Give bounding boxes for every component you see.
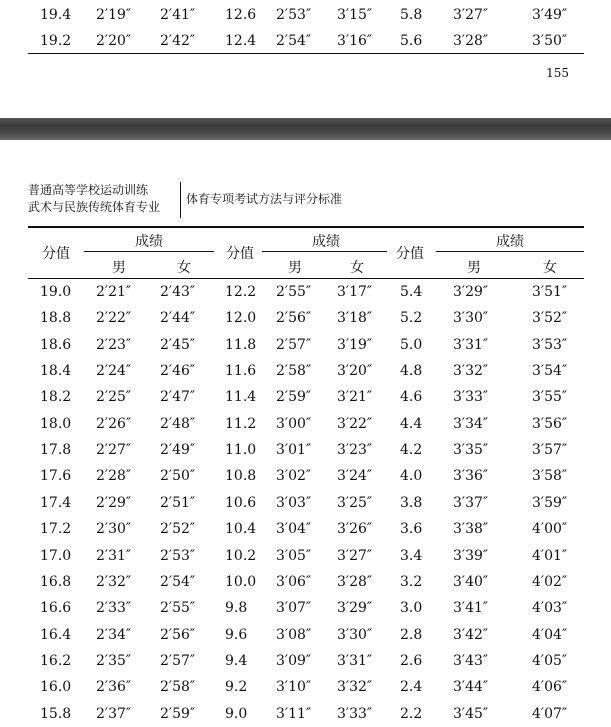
cell-male-c: 3′29″ xyxy=(453,284,489,300)
table-top-rule xyxy=(28,226,584,228)
cell-male-b: 3′01″ xyxy=(276,442,312,459)
header-line-1: 普通高等学校运动训练 xyxy=(28,183,149,197)
cell-male-c: 3′38″ xyxy=(453,521,489,538)
cell-female-b: 3′15″ xyxy=(337,7,373,23)
cell-male-c: 3′33″ xyxy=(453,389,489,406)
cell-female-c: 3′53″ xyxy=(532,336,568,353)
cell-score-b: 10.6 xyxy=(225,494,257,511)
cell-female-a: 2′55″ xyxy=(160,600,196,617)
table-row xyxy=(0,674,611,700)
table-row xyxy=(0,437,611,463)
cell-female-b: 3′17″ xyxy=(337,284,373,300)
header-male-1: 男 xyxy=(112,260,126,276)
cell-male-b: 3′06″ xyxy=(276,573,312,590)
header-separator xyxy=(180,182,181,218)
cell-score-b: 11.2 xyxy=(225,415,257,432)
cell-score-c: 3.8 xyxy=(400,494,423,511)
cell-male-a: 2′22″ xyxy=(96,310,132,327)
cell-female-c: 3′59″ xyxy=(532,494,568,511)
cell-male-a: 2′28″ xyxy=(96,468,132,485)
header-result-1: 成绩 xyxy=(135,234,163,250)
cell-male-b: 3′10″ xyxy=(276,679,312,696)
cell-score-a: 17.0 xyxy=(40,547,72,564)
cell-male-b: 2′53″ xyxy=(276,7,312,23)
table-row xyxy=(0,490,611,516)
cell-male-b: 2′59″ xyxy=(276,389,312,406)
cell-male-c: 3′30″ xyxy=(453,310,489,327)
header-female-3: 女 xyxy=(543,260,557,276)
cell-female-b: 3′28″ xyxy=(337,573,373,590)
page-number: 155 xyxy=(546,66,569,80)
table-row xyxy=(0,595,611,621)
cell-female-b: 3′32″ xyxy=(337,679,373,696)
cell-score-a: 17.6 xyxy=(40,468,72,485)
cell-female-c: 3′56″ xyxy=(532,415,568,432)
cell-male-c: 3′32″ xyxy=(453,363,489,380)
cell-score-a: 18.4 xyxy=(40,363,72,380)
cell-male-b: 3′09″ xyxy=(276,652,312,669)
table-row xyxy=(0,463,611,489)
cell-male-b: 2′57″ xyxy=(276,336,312,353)
cell-score-c: 5.0 xyxy=(400,336,423,353)
cell-score-b: 11.0 xyxy=(225,442,257,459)
cell-female-b: 3′31″ xyxy=(337,652,373,669)
cell-score-b: 12.0 xyxy=(225,310,257,327)
cell-male-c: 3′39″ xyxy=(453,547,489,564)
cell-score-b: 10.8 xyxy=(225,468,257,485)
cell-female-c: 3′55″ xyxy=(532,389,568,406)
header-score-2: 分值 xyxy=(226,246,254,262)
cell-female-c: 3′52″ xyxy=(532,310,568,327)
table-row xyxy=(0,384,611,410)
cell-female-c: 3′50″ xyxy=(532,33,568,49)
cell-score-a: 19.4 xyxy=(40,7,72,23)
page-divider xyxy=(0,118,611,140)
cell-male-c: 3′36″ xyxy=(453,468,489,485)
cell-male-b: 3′04″ xyxy=(276,521,312,538)
cell-score-b: 11.8 xyxy=(225,336,257,353)
cell-score-c: 4.8 xyxy=(400,363,423,380)
cell-male-c: 3′42″ xyxy=(453,626,489,643)
cell-score-b: 9.8 xyxy=(225,600,248,617)
cell-male-b: 3′03″ xyxy=(276,494,312,511)
header-result-3: 成绩 xyxy=(496,234,524,250)
cell-score-c: 3.6 xyxy=(400,521,423,538)
cell-female-b: 3′26″ xyxy=(337,521,373,538)
cell-female-a: 2′46″ xyxy=(160,363,196,380)
header-score-3: 分值 xyxy=(396,246,424,262)
cell-score-a: 17.2 xyxy=(40,521,72,538)
cell-score-b: 10.2 xyxy=(225,547,257,564)
cell-male-a: 2′27″ xyxy=(96,442,132,459)
cell-female-b: 3′23″ xyxy=(337,442,373,459)
table-bottom-rule xyxy=(28,53,584,54)
cell-female-b: 3′25″ xyxy=(337,494,373,511)
table-row xyxy=(0,279,611,305)
cell-score-c: 4.0 xyxy=(400,468,423,485)
cell-score-c: 2.8 xyxy=(400,626,423,643)
cell-male-b: 3′07″ xyxy=(276,600,312,617)
cell-female-a: 2′44″ xyxy=(160,310,196,327)
table-row xyxy=(0,648,611,674)
cell-female-a: 2′53″ xyxy=(160,547,196,564)
cell-female-c: 3′49″ xyxy=(532,7,568,23)
cell-score-c: 5.6 xyxy=(400,33,423,49)
cell-female-c: 3′58″ xyxy=(532,468,568,485)
cell-male-c: 3′35″ xyxy=(453,442,489,459)
header-female-2: 女 xyxy=(350,260,364,276)
cell-female-a: 2′52″ xyxy=(160,521,196,538)
cell-female-c: 3′54″ xyxy=(532,363,568,380)
cell-female-c: 3′51″ xyxy=(532,284,568,300)
table-row xyxy=(0,622,611,648)
cell-female-a: 2′57″ xyxy=(160,652,196,669)
cell-male-c: 3′27″ xyxy=(453,7,489,23)
cell-score-a: 16.6 xyxy=(40,600,72,617)
cell-female-b: 3′22″ xyxy=(337,415,373,432)
table-row xyxy=(0,358,611,384)
cell-score-b: 12.2 xyxy=(225,284,257,300)
cell-score-b: 9.0 xyxy=(225,705,248,722)
cell-male-b: 3′00″ xyxy=(276,415,312,432)
cell-male-a: 2′29″ xyxy=(96,494,132,511)
cell-female-c: 4′02″ xyxy=(532,573,568,590)
cell-male-a: 2′35″ xyxy=(96,652,132,669)
cell-score-b: 10.4 xyxy=(225,521,257,538)
table-row xyxy=(0,332,611,358)
cell-score-a: 17.8 xyxy=(40,442,72,459)
cell-female-b: 3′33″ xyxy=(337,705,373,722)
header-line-2: 武术与民族传统体育专业 xyxy=(28,200,161,214)
cell-score-c: 3.4 xyxy=(400,547,423,564)
cell-score-c: 2.6 xyxy=(400,652,423,669)
cell-male-a: 2′36″ xyxy=(96,679,132,696)
cell-score-a: 15.8 xyxy=(40,705,72,722)
cell-male-a: 2′37″ xyxy=(96,705,132,722)
cell-female-a: 2′47″ xyxy=(160,389,196,406)
cell-male-c: 3′40″ xyxy=(453,573,489,590)
cell-score-c: 2.4 xyxy=(400,679,423,696)
cell-female-a: 2′48″ xyxy=(160,415,196,432)
cell-score-b: 11.6 xyxy=(225,363,257,380)
cell-male-a: 2′20″ xyxy=(96,33,132,49)
cell-male-a: 2′21″ xyxy=(96,284,132,300)
cell-female-c: 4′01″ xyxy=(532,547,568,564)
cell-male-b: 2′56″ xyxy=(276,310,312,327)
table-row xyxy=(0,411,611,437)
cell-female-c: 4′07″ xyxy=(532,705,568,722)
cell-female-b: 3′20″ xyxy=(337,363,373,380)
cell-male-a: 2′24″ xyxy=(96,363,132,380)
cell-male-b: 2′55″ xyxy=(276,284,312,300)
header-result-2: 成绩 xyxy=(312,234,340,250)
cell-male-c: 3′45″ xyxy=(453,705,489,722)
cell-male-b: 3′11″ xyxy=(276,705,312,722)
cell-male-c: 3′43″ xyxy=(453,652,489,669)
cell-score-c: 4.2 xyxy=(400,442,423,459)
cell-male-b: 2′54″ xyxy=(276,33,312,49)
cell-male-a: 2′34″ xyxy=(96,626,132,643)
cell-female-a: 2′59″ xyxy=(160,705,196,722)
cell-female-b: 3′29″ xyxy=(337,600,373,617)
cell-female-a: 2′42″ xyxy=(160,33,196,49)
cell-female-a: 2′45″ xyxy=(160,336,196,353)
cell-score-a: 18.2 xyxy=(40,389,72,406)
cell-score-a: 16.2 xyxy=(40,652,72,669)
cell-female-a: 2′41″ xyxy=(160,7,196,23)
cell-female-a: 2′50″ xyxy=(160,468,196,485)
table-row xyxy=(0,28,611,54)
cell-female-c: 4′06″ xyxy=(532,679,568,696)
cell-score-a: 16.4 xyxy=(40,626,72,643)
cell-male-a: 2′19″ xyxy=(96,7,132,23)
cell-male-a: 2′33″ xyxy=(96,600,132,617)
cell-male-a: 2′23″ xyxy=(96,336,132,353)
header-book-title xyxy=(28,182,178,216)
cell-female-a: 2′49″ xyxy=(160,442,196,459)
cell-score-b: 9.2 xyxy=(225,679,248,696)
cell-male-c: 3′31″ xyxy=(453,336,489,353)
cell-score-b: 9.4 xyxy=(225,652,248,669)
cell-female-a: 2′56″ xyxy=(160,626,196,643)
header-subrule-3 xyxy=(436,251,584,252)
cell-score-a: 17.4 xyxy=(40,494,72,511)
current-page xyxy=(0,140,611,720)
cell-female-c: 3′57″ xyxy=(532,442,568,459)
cell-score-c: 3.0 xyxy=(400,600,423,617)
header-male-2: 男 xyxy=(288,260,302,276)
cell-score-c: 4.4 xyxy=(400,415,423,432)
cell-female-b: 3′16″ xyxy=(337,33,373,49)
cell-female-b: 3′19″ xyxy=(337,336,373,353)
header-score-1: 分值 xyxy=(42,246,70,262)
cell-female-b: 3′27″ xyxy=(337,547,373,564)
cell-female-b: 3′24″ xyxy=(337,468,373,485)
cell-female-c: 4′05″ xyxy=(532,652,568,669)
header-subrule-1 xyxy=(84,251,214,252)
cell-male-b: 2′58″ xyxy=(276,363,312,380)
cell-male-a: 2′25″ xyxy=(96,389,132,406)
cell-score-b: 10.0 xyxy=(225,573,257,590)
cell-female-b: 3′18″ xyxy=(337,310,373,327)
cell-male-b: 3′08″ xyxy=(276,626,312,643)
cell-male-b: 3′05″ xyxy=(276,547,312,564)
cell-score-a: 18.0 xyxy=(40,415,72,432)
header-female-1: 女 xyxy=(177,260,191,276)
cell-male-a: 2′32″ xyxy=(96,573,132,590)
cell-score-a: 19.2 xyxy=(40,33,72,49)
cell-male-c: 3′37″ xyxy=(453,494,489,511)
cell-male-c: 3′44″ xyxy=(453,679,489,696)
cell-score-c: 2.2 xyxy=(400,705,423,722)
cell-female-b: 3′30″ xyxy=(337,626,373,643)
cell-score-c: 5.4 xyxy=(400,284,423,300)
cell-score-c: 4.6 xyxy=(400,389,423,406)
cell-score-b: 12.6 xyxy=(225,7,257,23)
cell-female-a: 2′51″ xyxy=(160,494,196,511)
cell-male-c: 3′41″ xyxy=(453,600,489,617)
previous-page-fragment xyxy=(0,0,611,118)
cell-score-c: 5.8 xyxy=(400,7,423,23)
cell-score-a: 16.0 xyxy=(40,679,72,696)
cell-male-c: 3′34″ xyxy=(453,415,489,432)
cell-score-a: 18.8 xyxy=(40,310,72,327)
cell-female-c: 4′03″ xyxy=(532,600,568,617)
cell-score-a: 16.8 xyxy=(40,573,72,590)
cell-score-b: 12.4 xyxy=(225,33,257,49)
cell-score-a: 18.6 xyxy=(40,336,72,353)
table-row xyxy=(0,543,611,569)
table-row xyxy=(0,516,611,542)
header-male-3: 男 xyxy=(467,260,481,276)
cell-score-a: 19.0 xyxy=(40,284,72,300)
cell-female-b: 3′21″ xyxy=(337,389,373,406)
header-subtitle: 体育专项考试方法与评分标准 xyxy=(186,192,343,206)
header-subrule-2 xyxy=(262,251,387,252)
cell-male-c: 3′28″ xyxy=(453,33,489,49)
table-row xyxy=(0,569,611,595)
cell-score-b: 9.6 xyxy=(225,626,248,643)
cell-male-a: 2′31″ xyxy=(96,547,132,564)
cell-male-a: 2′26″ xyxy=(96,415,132,432)
table-row xyxy=(0,2,611,28)
cell-score-c: 3.2 xyxy=(400,573,423,590)
cell-score-b: 11.4 xyxy=(225,389,257,406)
table-row xyxy=(0,305,611,331)
cell-female-a: 2′43″ xyxy=(160,284,196,300)
cell-male-b: 3′02″ xyxy=(276,468,312,485)
cell-female-c: 4′04″ xyxy=(532,626,568,643)
table-row xyxy=(0,701,611,727)
cell-male-a: 2′30″ xyxy=(96,521,132,538)
cell-female-a: 2′58″ xyxy=(160,679,196,696)
cell-score-c: 5.2 xyxy=(400,310,423,327)
cell-female-c: 4′00″ xyxy=(532,521,568,538)
cell-female-a: 2′54″ xyxy=(160,573,196,590)
